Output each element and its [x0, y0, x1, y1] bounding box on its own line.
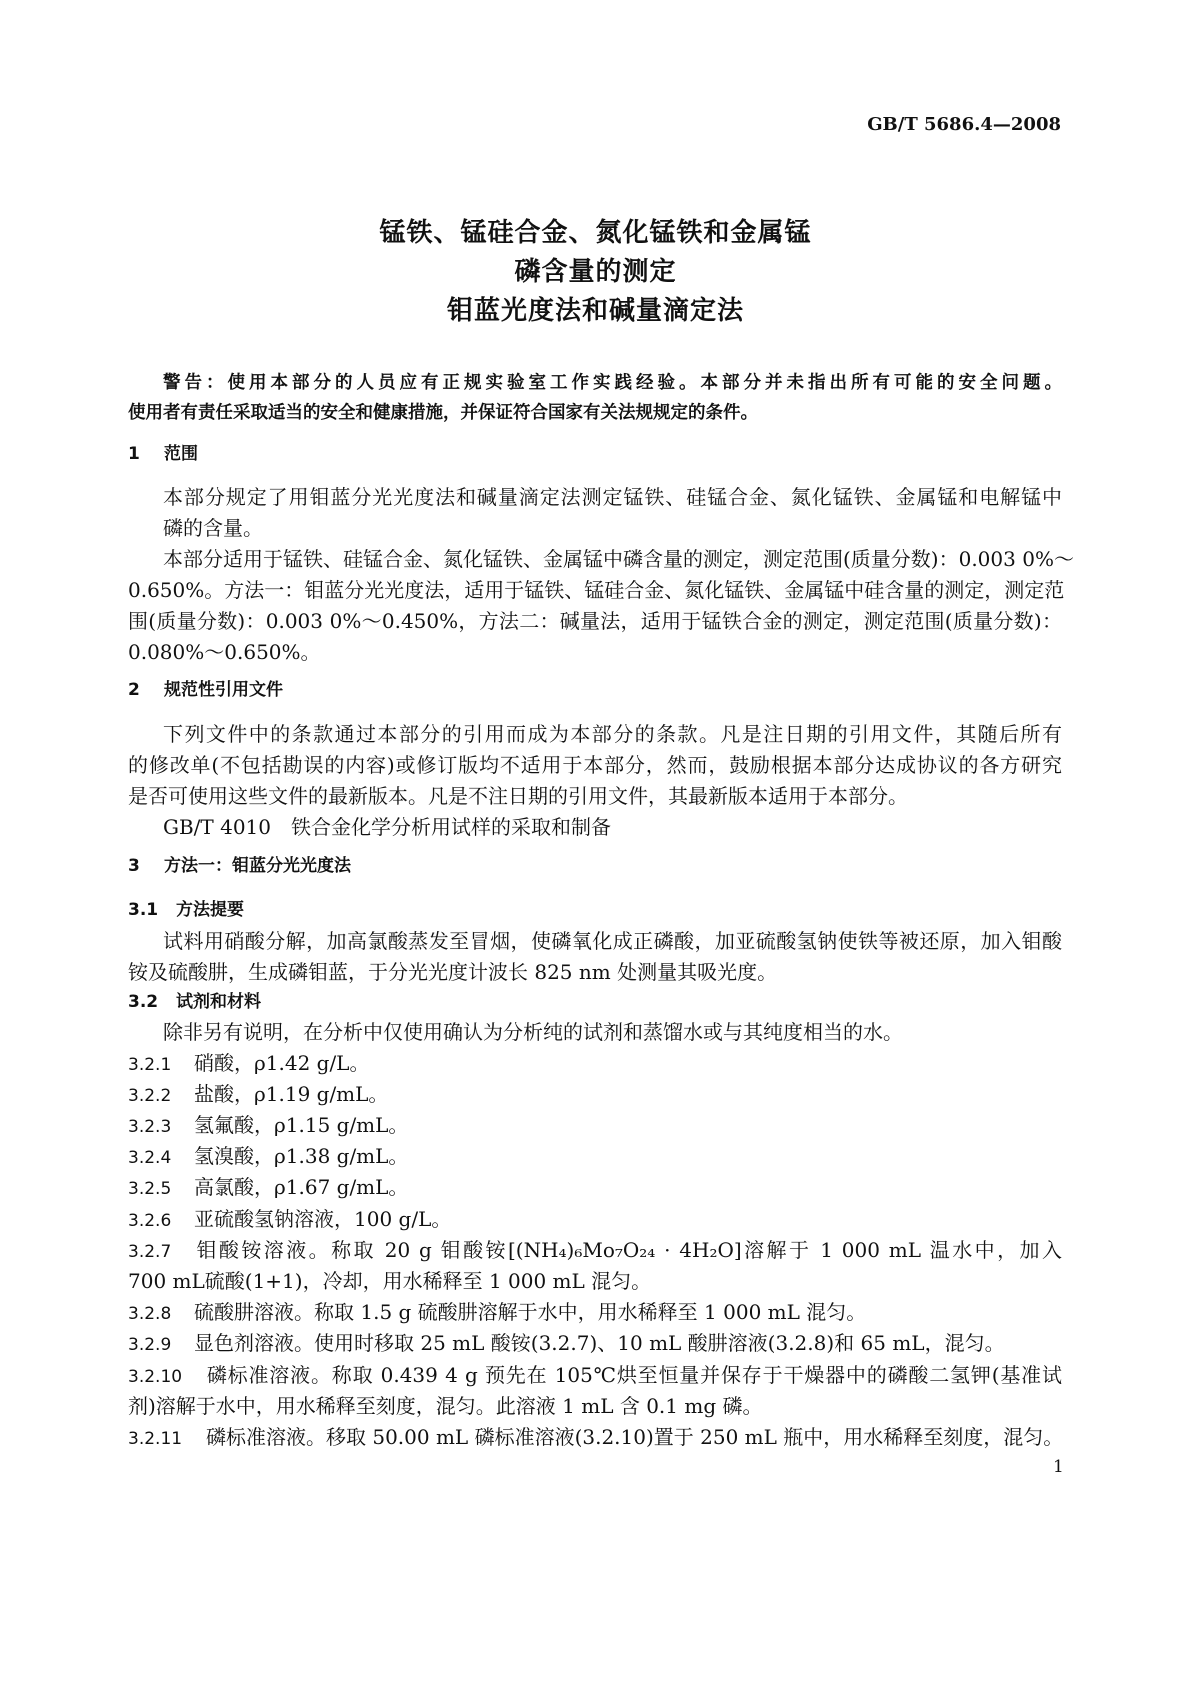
item-text: 显色剂溶液。使用时移取 25 mL 酸铵(3.2.7)、10 mL 酸肼溶液(3.2.8)和 65 mL，混匀。	[194, 1331, 1005, 1355]
section-title: 方法提要	[176, 900, 244, 920]
paragraph-line: 0.080%～0.650%。	[128, 640, 321, 664]
warning-line-1: 警告：使用本部分的人员应有正规实验室工作实践经验。本部分并未指出所有可能的安全问题。	[163, 373, 1062, 393]
reagent-item	[128, 1329, 1062, 1357]
item-number: 3.2.10	[128, 1367, 183, 1387]
reagent-item	[128, 1111, 1062, 1139]
item-number: 3.2.11	[128, 1429, 183, 1449]
paragraph-line: 本部分适用于锰铁、硅锰合金、氮化锰铁、金属锰中磷含量的测定，测定范围(质量分数)：0.003 0%～	[163, 547, 1074, 571]
reagent-item	[128, 1236, 1062, 1264]
item-text: 钼酸铵溶液。称取 20 g 钼酸铵[(NH₄)₆Mo₇O₂₄ · 4H₂O]溶解于 1 000 mL 温水中，加入	[194, 1238, 1062, 1262]
section-number: 3	[128, 856, 140, 876]
reagent-item	[128, 1173, 1062, 1201]
paragraph-line: 的修改单(不包括勘误的内容)或修订版均不适用于本部分，然而，鼓励根据本部分达成协议的各方研究	[128, 753, 1062, 777]
warning-line-2: 使用者有责任采取适当的安全和健康措施，并保证符合国家有关法规规定的条件。	[128, 403, 758, 423]
section-number: 3.2	[128, 992, 159, 1012]
section-title: 方法一：钼蓝分光光度法	[164, 856, 351, 876]
paragraph-line: 700 mL硫酸(1+1)，冷却，用水稀释至 1 000 mL 混匀。	[128, 1269, 652, 1293]
reagent-item	[128, 1049, 1062, 1077]
reagent-item	[128, 1205, 1062, 1233]
item-number: 3.2.3	[128, 1117, 172, 1137]
paragraph-line: 试料用硝酸分解，加高氯酸蒸发至冒烟，使磷氧化成正磷酸，加亚硫酸氢钠使铁等被还原，加入钼酸	[163, 929, 1062, 953]
item-text: 高氯酸，ρ1.67 g/mL。	[194, 1175, 409, 1199]
section-heading	[128, 852, 1062, 880]
paragraph-line: 0.650%。方法一：钼蓝分光光度法，适用于锰铁、锰硅合金、氮化锰铁、金属锰中硅含量的测定，测定范	[128, 578, 1065, 602]
item-text: 亚硫酸氢钠溶液，100 g/L。	[194, 1207, 452, 1231]
section-number: 1	[128, 444, 140, 464]
paragraph-line: 磷的含量。	[163, 516, 263, 540]
paragraph-line: 除非另有说明，在分析中仅使用确认为分析纯的试剂和蒸馏水或与其纯度相当的水。	[163, 1020, 903, 1044]
item-number: 3.2.9	[128, 1335, 172, 1355]
section-heading	[128, 896, 1062, 924]
paragraph-line: GB/T 4010 铁合金化学分析用试样的采取和制备	[163, 815, 612, 839]
item-text: 磷标准溶液。移取 50.00 mL 磷标准溶液(3.2.10)置于 250 mL 瓶中，用水稀释至刻度，混匀。	[206, 1425, 1064, 1449]
item-text: 氢溴酸，ρ1.38 g/mL。	[194, 1144, 409, 1168]
reagent-item	[128, 1423, 1062, 1451]
section-number: 3.1	[128, 900, 159, 920]
item-number: 3.2.7	[128, 1242, 172, 1262]
reagent-item	[128, 1080, 1062, 1108]
paragraph-line: 本部分规定了用钼蓝分光光度法和碱量滴定法测定锰铁、硅锰合金、氮化锰铁、金属锰和电解锰中	[163, 485, 1062, 509]
section-title: 规范性引用文件	[164, 680, 283, 700]
paragraph-line: 围(质量分数)：0.003 0%～0.450%，方法二：碱量法，适用于锰铁合金的测定，测定范围(质量分数)：	[128, 609, 1062, 633]
title-line-2: 磷含量的测定	[514, 257, 677, 287]
item-number: 3.2.5	[128, 1179, 172, 1199]
reagent-item	[128, 1142, 1062, 1170]
item-text: 硫酸肼溶液。称取 1.5 g 硫酸肼溶解于水中，用水稀释至 1 000 mL 混匀。	[194, 1300, 867, 1324]
section-heading	[128, 440, 1062, 468]
section-heading	[128, 676, 1062, 704]
reagent-item	[128, 1298, 1062, 1326]
item-text: 盐酸，ρ1.19 g/mL。	[194, 1082, 389, 1106]
item-text: 硝酸，ρ1.42 g/L。	[194, 1051, 370, 1075]
section-heading	[128, 988, 1062, 1016]
paragraph-line: 是否可使用这些文件的最新版本。凡是不注日期的引用文件，其最新版本适用于本部分。	[128, 784, 908, 808]
item-number: 3.2.2	[128, 1086, 172, 1106]
paragraph-line: 铵及硫酸肼，生成磷钼蓝，于分光光度计波长 825 nm 处测量其吸光度。	[128, 960, 778, 984]
section-number: 2	[128, 680, 140, 700]
item-text: 氢氟酸，ρ1.15 g/mL。	[194, 1113, 409, 1137]
section-title: 试剂和材料	[176, 992, 261, 1012]
item-number: 3.2.4	[128, 1148, 172, 1168]
standard-code: GB/T 5686.4—2008	[867, 114, 1061, 135]
page-number: 1	[1053, 1457, 1064, 1477]
item-number: 3.2.8	[128, 1304, 172, 1324]
title-line-1: 锰铁、锰硅合金、氮化锰铁和金属锰	[379, 218, 812, 248]
item-number: 3.2.1	[128, 1055, 172, 1075]
item-text: 磷标准溶液。称取 0.439 4 g 预先在 105℃烘至恒量并保存于干燥器中的磷酸二氢钾(基准试	[206, 1363, 1062, 1387]
paragraph-line: 剂)溶解于水中，用水稀释至刻度，混匀。此溶液 1 mL 含 0.1 mg 磷。	[128, 1394, 763, 1418]
reagent-item	[128, 1361, 1062, 1389]
section-title: 范围	[164, 444, 198, 464]
title-line-3: 钼蓝光度法和碱量滴定法	[446, 296, 744, 326]
item-number: 3.2.6	[128, 1211, 172, 1231]
paragraph-line: 下列文件中的条款通过本部分的引用而成为本部分的条款。凡是注日期的引用文件，其随后所有	[163, 722, 1062, 746]
